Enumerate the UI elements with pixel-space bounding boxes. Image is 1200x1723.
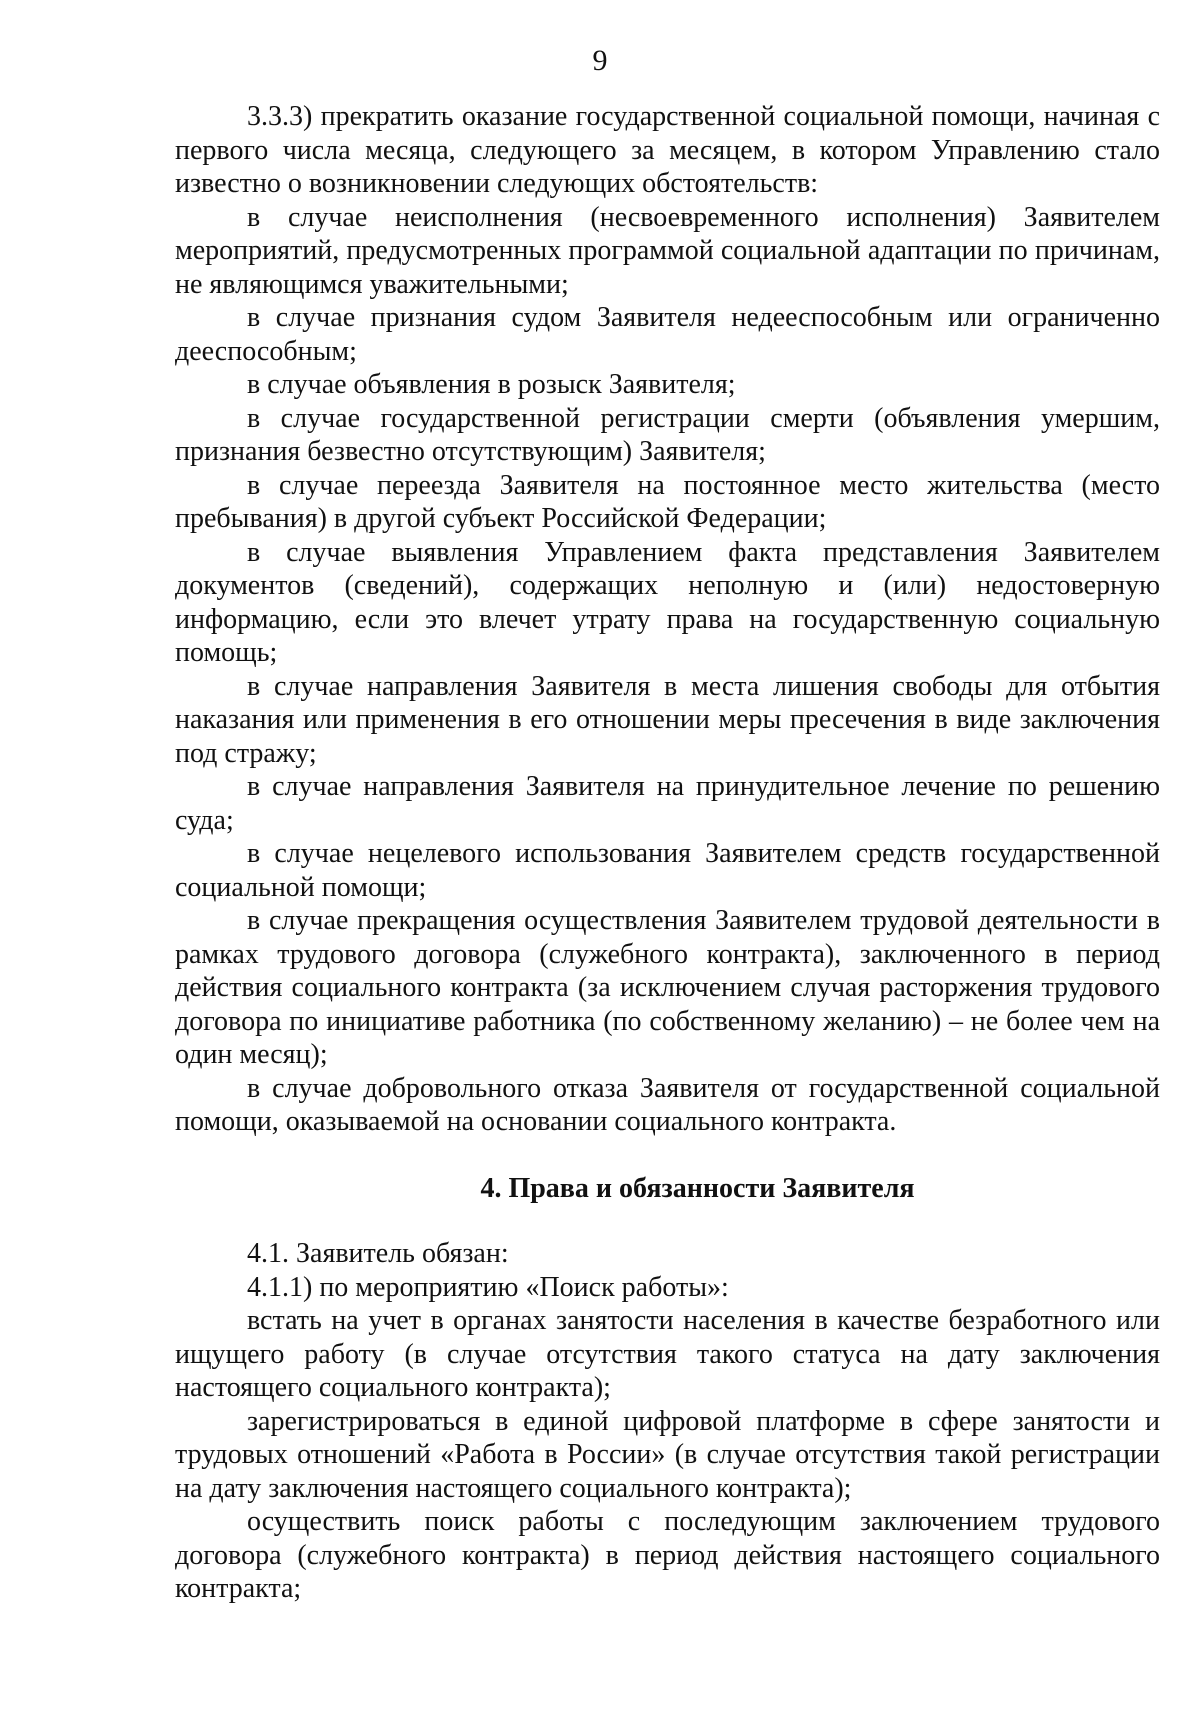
paragraph: в случае государственной регистрации смерти (объявления умершим, признания безвестно отсутствующим) Заявителя;	[175, 402, 1160, 467]
paragraph: 3.3.3) прекратить оказание государственной социальной помощи, начиная с первого числа месяца, следующего за месяцем, в котором Управлению стало известно о возникновении следующих обстоятельств:	[175, 101, 1160, 199]
paragraph: 4.1. Заявитель обязан:	[247, 1238, 509, 1269]
paragraph: 4.1.1) по мероприятию «Поиск работы»:	[247, 1271, 729, 1303]
paragraph: в случае направления Заявителя в места лишения свободы для отбытия наказания или применения в его отношении меры пресечения в виде заключения под стражу;	[175, 670, 1160, 769]
paragraph: встать на учет в органах занятости населения в качестве безработного или ищущего работу (в случае отсутствия такого статуса на дату заключения настоящего социального контракта);	[175, 1305, 1160, 1403]
paragraph: в случае направления Заявителя на принудительное лечение по решению суда;	[175, 771, 1160, 836]
paragraph: в случае добровольного отказа Заявителя от государственной социальной помощи, оказываемой на основании социального контракта.	[175, 1072, 1160, 1137]
section-heading: 4. Права и обязанности Заявителя	[480, 1172, 915, 1204]
paragraph: в случае нецелевого использования Заявителем средств государственной социальной помощи;	[175, 838, 1160, 903]
page-number: 9	[592, 44, 608, 77]
paragraph: в случае объявления в розыск Заявителя;	[247, 369, 736, 400]
paragraph: в случае признания судом Заявителя недееспособным или ограниченно дееспособным;	[175, 302, 1160, 367]
paragraph: в случае переезда Заявителя на постоянное место жительства (место пребывания) в другой субъект Российской Федерации;	[175, 469, 1160, 534]
paragraph: зарегистрироваться в единой цифровой платформе в сфере занятости и трудовых отношений «Работа в России» (в случае отсутствия такой регистрации на дату заключения настоящего социального контракта);	[175, 1405, 1160, 1504]
paragraph: в случае неисполнения (несвоевременного исполнения) Заявителем мероприятий, предусмотренных программой социальной адаптации по причинам, не являющимся уважительными;	[175, 201, 1160, 300]
paragraph: осуществить поиск работы с последующим заключением трудового договора (служебного контракта) в период действия настоящего социального контракта;	[175, 1506, 1160, 1604]
paragraph: в случае выявления Управлением факта представления Заявителем документов (сведений), содержащих неполную и (или) недостоверную информацию, если это влечет утрату права на государственную социальную помощь;	[175, 536, 1160, 668]
paragraph: в случае прекращения осуществления Заявителем трудовой деятельности в рамках трудового договора (служебного контракта), заключенного в период действия социального контракта (за исключением случая расторжения трудового договора по инициативе работника (по собственному желанию) – не более чем на один месяц);	[175, 905, 1160, 1070]
document-body	[175, 100, 1160, 1606]
